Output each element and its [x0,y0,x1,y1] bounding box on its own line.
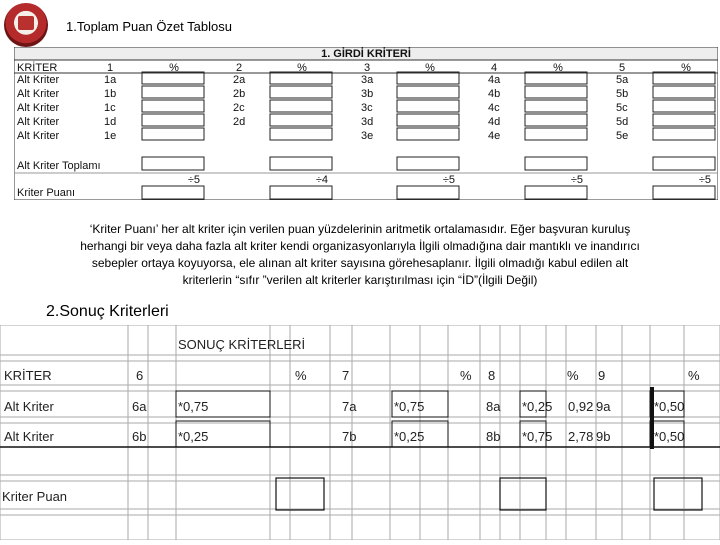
sub-criterion-code: 4a [488,74,501,86]
sub-criterion-code: 1a [104,74,117,86]
header-cell: 5 [618,62,626,74]
table-caption: 1. GİRDİ KRİTERİ [321,48,411,60]
result-cell: 7a [342,399,357,414]
sub-criterion-code: 5d [616,116,629,128]
sub-criterion-code: 2d [233,116,246,128]
input-criteria-table [14,47,718,200]
section2-title: 2.Sonuç Kriterleri [46,303,169,320]
explanation-line: herhangi bir veya daha fazla alt kriter kendi organizasyonlarıyla İlgili olmadığına dair mantıklı ve inandırıcı [80,239,640,253]
result-cell: 7b [342,429,357,444]
header-pct: % [460,368,472,383]
sub-criterion-code: 3e [361,130,374,142]
institution-logo [4,3,48,47]
sub-criterion-code: 5b [616,88,629,100]
score-box [270,100,332,112]
result-cell: *0,25 [178,429,209,444]
divisor: ÷4 [315,174,328,186]
score-box [397,186,459,199]
score-box [397,100,459,112]
result-cell: *0,50 [654,429,685,444]
explanation-line: ‘Kriter Puanı’ her alt kriter için verilen puan yüzdelerinin aritmetik ortalamasıdır. Eğer başvuran kuruluş [89,222,631,236]
sub-criterion-code: 3d [361,116,374,128]
header-pct: % [681,62,691,74]
score-box [270,114,332,126]
header-pct: % [567,368,579,383]
score-box [525,100,587,112]
row-label: Alt Kriter [17,88,60,100]
sub-criterion-code: 5a [616,74,629,86]
score-box [142,114,204,126]
header-pct: % [295,368,307,383]
section1-title: 1.Toplam Puan Özet Tablosu [66,19,232,34]
header-pct: % [688,368,700,383]
score-box [276,478,324,510]
score-box [500,478,546,510]
score-box [270,128,332,140]
total-box [525,157,587,170]
row-label: Alt Kriter [4,429,54,444]
result-cell: 8b [486,429,501,444]
score-box [653,114,715,126]
header-cell: 2 [235,62,243,74]
sub-criterion-code: 2a [233,74,246,86]
score-box [525,186,587,199]
explanation-paragraph [0,221,720,289]
row-label: Alt Kriter [4,399,54,414]
book-icon [18,16,34,30]
score-box [653,100,715,112]
sub-criterion-code: 1c [104,102,116,114]
header-pct: % [425,62,435,74]
sub-criterion-code: 1b [104,88,117,100]
header-cell: 1 [106,62,114,74]
result-cell: 9a [596,399,611,414]
score-box [142,86,204,98]
total-box [653,157,715,170]
row-label: Alt Kriter [17,130,60,142]
score-label: Kriter Puan [2,489,68,504]
sub-criterion-code: 2b [233,88,246,100]
score-box [142,128,204,140]
result-cell: *0,25 [522,399,553,414]
header-cell: 7 [342,368,350,383]
divisor: ÷5 [570,174,583,186]
score-box [270,86,332,98]
sub-criterion-code: 3c [361,102,373,114]
result-cell: 8a [486,399,501,414]
score-box [397,128,459,140]
total-label: Alt Kriter Toplamı [17,160,101,172]
result-cell: 9b [596,429,611,444]
sub-criterion-code: 3b [361,88,374,100]
explanation-line: kriterlerin “sıfır ”verilen alt kriterler karıştırılması için “İD”(İlgili Değil) [182,273,538,287]
sub-criterion-code: 1e [104,130,117,142]
result-cell: *0,75 [522,429,553,444]
header-cell: 6 [136,368,144,383]
result-cell: *0,50 [654,399,685,414]
header-pct: % [297,62,307,74]
score-box [142,100,204,112]
row-label: Alt Kriter [17,74,60,86]
total-box [142,157,204,170]
divisor: ÷5 [442,174,455,186]
score-box [654,478,702,510]
score-box [525,86,587,98]
sub-criterion-code: 4d [488,116,501,128]
score-box [653,128,715,140]
score-label: Kriter Puanı [17,187,76,199]
header-cell: 3 [363,62,371,74]
explanation-line: sebepler ortaya koyuyorsa, ele alınan alt kriter sayısına görehesaplanır. İlgili olmadığı kabul edilen alt [91,256,629,270]
header-pct: % [553,62,563,74]
sub-criterion-code: 5c [616,102,628,114]
header-cell: 9 [598,368,606,383]
result-cell: 6b [132,429,147,444]
table-caption: SONUÇ KRİTERLERİ [178,337,306,352]
row-label: Alt Kriter [17,102,60,114]
result-cell: *0,75 [178,399,209,414]
sub-criterion-code: 2c [233,102,245,114]
header-pct: % [169,62,179,74]
divisor: ÷5 [187,174,200,186]
sub-criterion-code: 3a [361,74,374,86]
result-criteria-table [0,325,720,540]
score-box [142,186,204,199]
sub-criterion-code: 4b [488,88,501,100]
score-box [525,128,587,140]
row-label: Alt Kriter [17,116,60,128]
score-box [270,186,332,199]
header-cell: KRİTER [4,368,52,383]
header-cell: 4 [490,62,498,74]
total-box [270,157,332,170]
sub-criterion-code: 5e [616,130,629,142]
result-cell: 0,92 [568,399,594,414]
score-box [397,114,459,126]
score-box [653,86,715,98]
thick-divider [650,387,654,449]
total-box [397,157,459,170]
header-cell: 8 [488,368,496,383]
sub-criterion-code: 1d [104,116,117,128]
result-cell: 6a [132,399,147,414]
score-box [397,86,459,98]
score-box [653,186,715,199]
result-cell: 2,78 [568,429,594,444]
result-cell: *0,75 [394,399,425,414]
score-box [525,114,587,126]
header-cell: KRİTER [17,62,58,74]
result-cell: *0,25 [394,429,425,444]
divisor: ÷5 [698,174,711,186]
sub-criterion-code: 4c [488,102,500,114]
sub-criterion-code: 4e [488,130,501,142]
